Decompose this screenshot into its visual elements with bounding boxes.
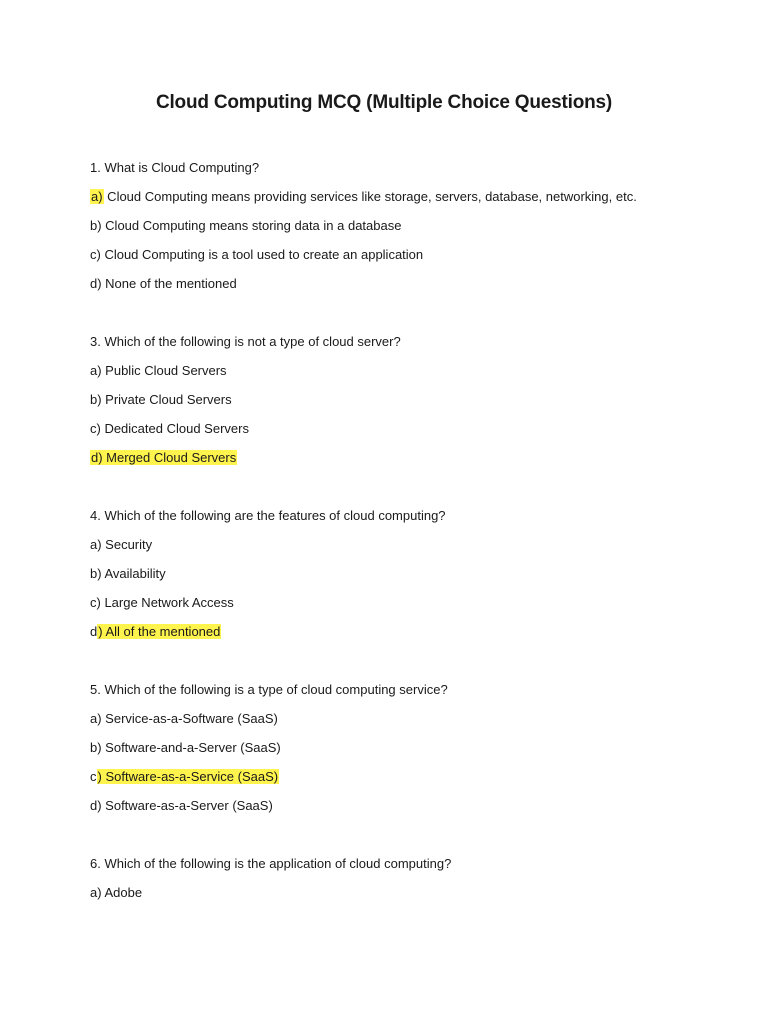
question-5 [90,680,710,825]
option-b [90,564,710,593]
option-b [90,738,710,767]
option-text: c) Dedicated Cloud Servers [90,421,249,436]
page-title: Cloud Computing MCQ (Multiple Choice Questions) [155,92,613,113]
option-text: c) Cloud Computing is a tool used to create an application [90,247,424,262]
question-list [90,158,710,941]
option-text: b) Software-and-a-Server (SaaS) [90,740,281,755]
option-text: Cloud Computing means providing services like storage, servers, database, networking, etc. [103,189,637,204]
option-a [90,535,710,564]
option-c [90,419,710,448]
option-c [90,767,710,796]
option-d [90,796,710,825]
question-text: 4. Which of the following are the features of cloud computing? [90,508,446,523]
answer-highlight: a) [91,189,103,204]
option-a [90,709,710,738]
answer-highlight: ) All of the mentioned [98,624,221,639]
option-text: a) Adobe [90,885,143,900]
option-d [90,274,710,303]
answer-highlight: ) Software-as-a-Service (SaaS) [97,769,279,784]
question-1 [90,158,710,303]
option-c [90,245,710,274]
question-4 [90,506,710,651]
option-a [90,883,710,912]
question-text: 6. Which of the following is the application of cloud computing? [90,856,452,871]
option-a [90,187,710,216]
question-text: 1. What is Cloud Computing? [90,160,260,175]
option-text: b) Cloud Computing means storing data in a database [90,218,402,233]
question-text: 5. Which of the following is a type of cloud computing service? [90,682,448,697]
option-text: a) Service-as-a-Software (SaaS) [90,711,278,726]
option-d [90,448,710,477]
option-d [90,622,710,651]
option-text: a) Public Cloud Servers [90,363,227,378]
option-b [90,390,710,419]
option-a [90,361,710,390]
question-3 [90,332,710,477]
option-text: a) Security [90,537,153,552]
question-text: 3. Which of the following is not a type of cloud server? [90,334,401,349]
option-b [90,216,710,245]
option-text: b) Private Cloud Servers [90,392,232,407]
option-text: c [90,769,97,784]
option-c [90,593,710,622]
answer-highlight: d) Merged Cloud Servers [91,450,237,465]
option-text: b) Availability [90,566,166,581]
option-text: d [90,624,98,639]
option-text: c) Large Network Access [90,595,234,610]
option-text: d) None of the mentioned [90,276,237,291]
question-6 [90,854,710,912]
option-text: d) Software-as-a-Server (SaaS) [90,798,273,813]
